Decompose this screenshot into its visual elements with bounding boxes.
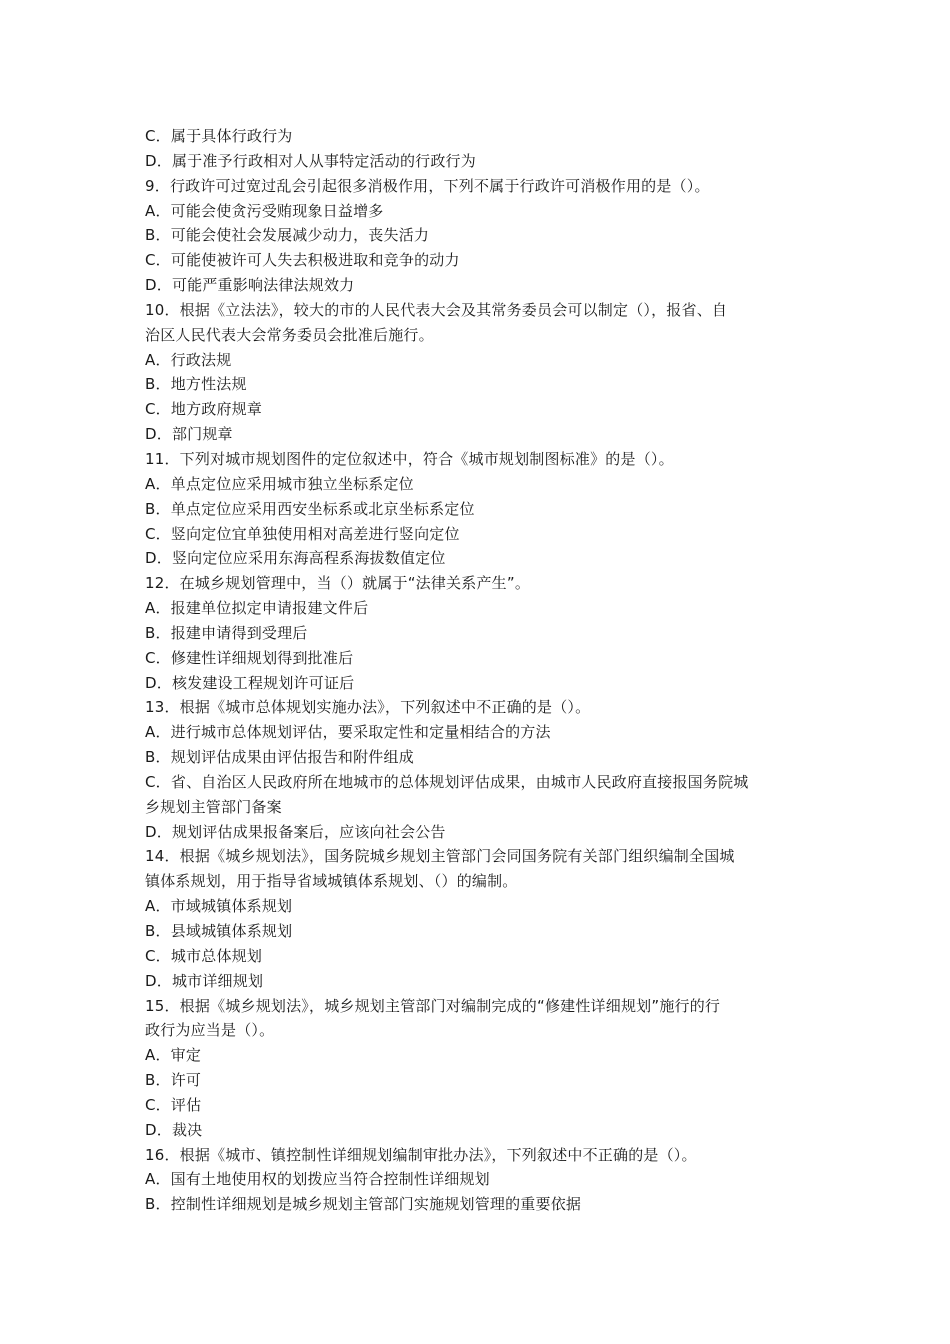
option-a: A．单点定位应采用城市独立坐标系定位 <box>145 474 414 493</box>
option-c: C．可能使被许可人失去积极进取和竞争的动力 <box>145 251 460 270</box>
question-14: 14．根据《城乡规划法》，国务院城乡规划主管部门会同国务院有关部门组织编制全国城 <box>145 847 735 866</box>
option-d: D．城市详细规划 <box>145 971 264 990</box>
text-line: D．属于准予行政相对人从事特定活动的行政行为 <box>145 151 476 170</box>
option-d: D．核发建设工程规划许可证后 <box>145 673 355 692</box>
option-d: D．裁决 <box>145 1120 203 1139</box>
option-a: A．国有土地使用权的划拨应当符合控制性详细规划 <box>145 1170 490 1189</box>
question-12: 12．在城乡规划管理中，当（）就属于“法律关系产生”。 <box>145 574 531 593</box>
option-b: B．县域城镇体系规划 <box>145 922 293 940</box>
option-c: C．地方政府规章 <box>145 400 263 419</box>
option-a: A．审定 <box>145 1046 202 1065</box>
option-b: B．单点定位应采用西安坐标系或北京坐标系定位 <box>145 499 475 518</box>
option-c: C．修建性详细规划得到批准后 <box>145 648 354 667</box>
option-b: B．报建申请得到受理后 <box>145 623 308 642</box>
question-15-cont: 政行为应当是（）。 <box>145 1021 275 1040</box>
question-10-cont: 治区人民代表大会常务委员会批准后施行。 <box>145 325 434 344</box>
option-d: D．部门规章 <box>145 425 233 444</box>
option-c: C．竖向定位宜单独使用相对高差进行竖向定位 <box>145 524 460 543</box>
option-b: B．许可 <box>145 1071 202 1090</box>
option-a: A．市域城镇体系规划 <box>145 897 293 916</box>
option-d: D．可能严重影响法律法规效力 <box>145 276 355 295</box>
option-b: B．控制性详细规划是城乡规划主管部门实施规划管理的重要依据 <box>145 1195 582 1214</box>
question-10: 10．根据《立法法》，较大的市的人民代表大会及其常务委员会可以制定（），报省、自 <box>145 300 728 319</box>
text-line: C．属于具体行政行为 <box>145 127 293 145</box>
question-9: 9．行政许可过宽过乱会引起很多消极作用，下列不属于行政许可消极作用的是（）。 <box>145 176 710 195</box>
question-16: 16．根据《城市、镇控制性详细规划编制审批办法》，下列叙述中不正确的是（）。 <box>145 1145 697 1164</box>
option-a: A．报建单位拟定申请报建文件后 <box>145 599 369 618</box>
option-b: B．地方性法规 <box>145 375 247 394</box>
option-a: A．行政法规 <box>145 350 232 369</box>
option-b: B．规划评估成果由评估报告和附件组成 <box>145 748 414 767</box>
question-11: 11．下列对城市规划图件的定位叙述中，符合《城市规划制图标准》的是（）。 <box>145 449 674 468</box>
option-c-cont: 乡规划主管部门备案 <box>145 797 282 816</box>
option-c: C．省、自治区人民政府所在地城市的总体规划评估成果，由城市人民政府直接报国务院城 <box>145 772 749 791</box>
question-13: 13．根据《城市总体规划实施办法》，下列叙述中不正确的是（）。 <box>145 698 591 717</box>
option-d: D．竖向定位应采用东海高程系海拔数值定位 <box>145 549 446 568</box>
option-b: B．可能会使社会发展减少动力，丧失活力 <box>145 226 430 245</box>
option-a: A．进行城市总体规划评估，要采取定性和定量相结合的方法 <box>145 723 551 742</box>
document-page <box>145 124 813 1217</box>
option-a: A．可能会使贪污受贿现象日益增多 <box>145 201 384 220</box>
question-15: 15．根据《城乡规划法》，城乡规划主管部门对编制完成的“修建性详细规划”施行的行 <box>145 996 721 1015</box>
option-c: C．城市总体规划 <box>145 946 263 965</box>
option-d: D．规划评估成果报备案后，应该向社会公告 <box>145 822 446 841</box>
option-c: C．评估 <box>145 1095 202 1114</box>
question-14-cont: 镇体系规划，用于指导省域城镇体系规划、（）的编制。 <box>145 872 518 891</box>
